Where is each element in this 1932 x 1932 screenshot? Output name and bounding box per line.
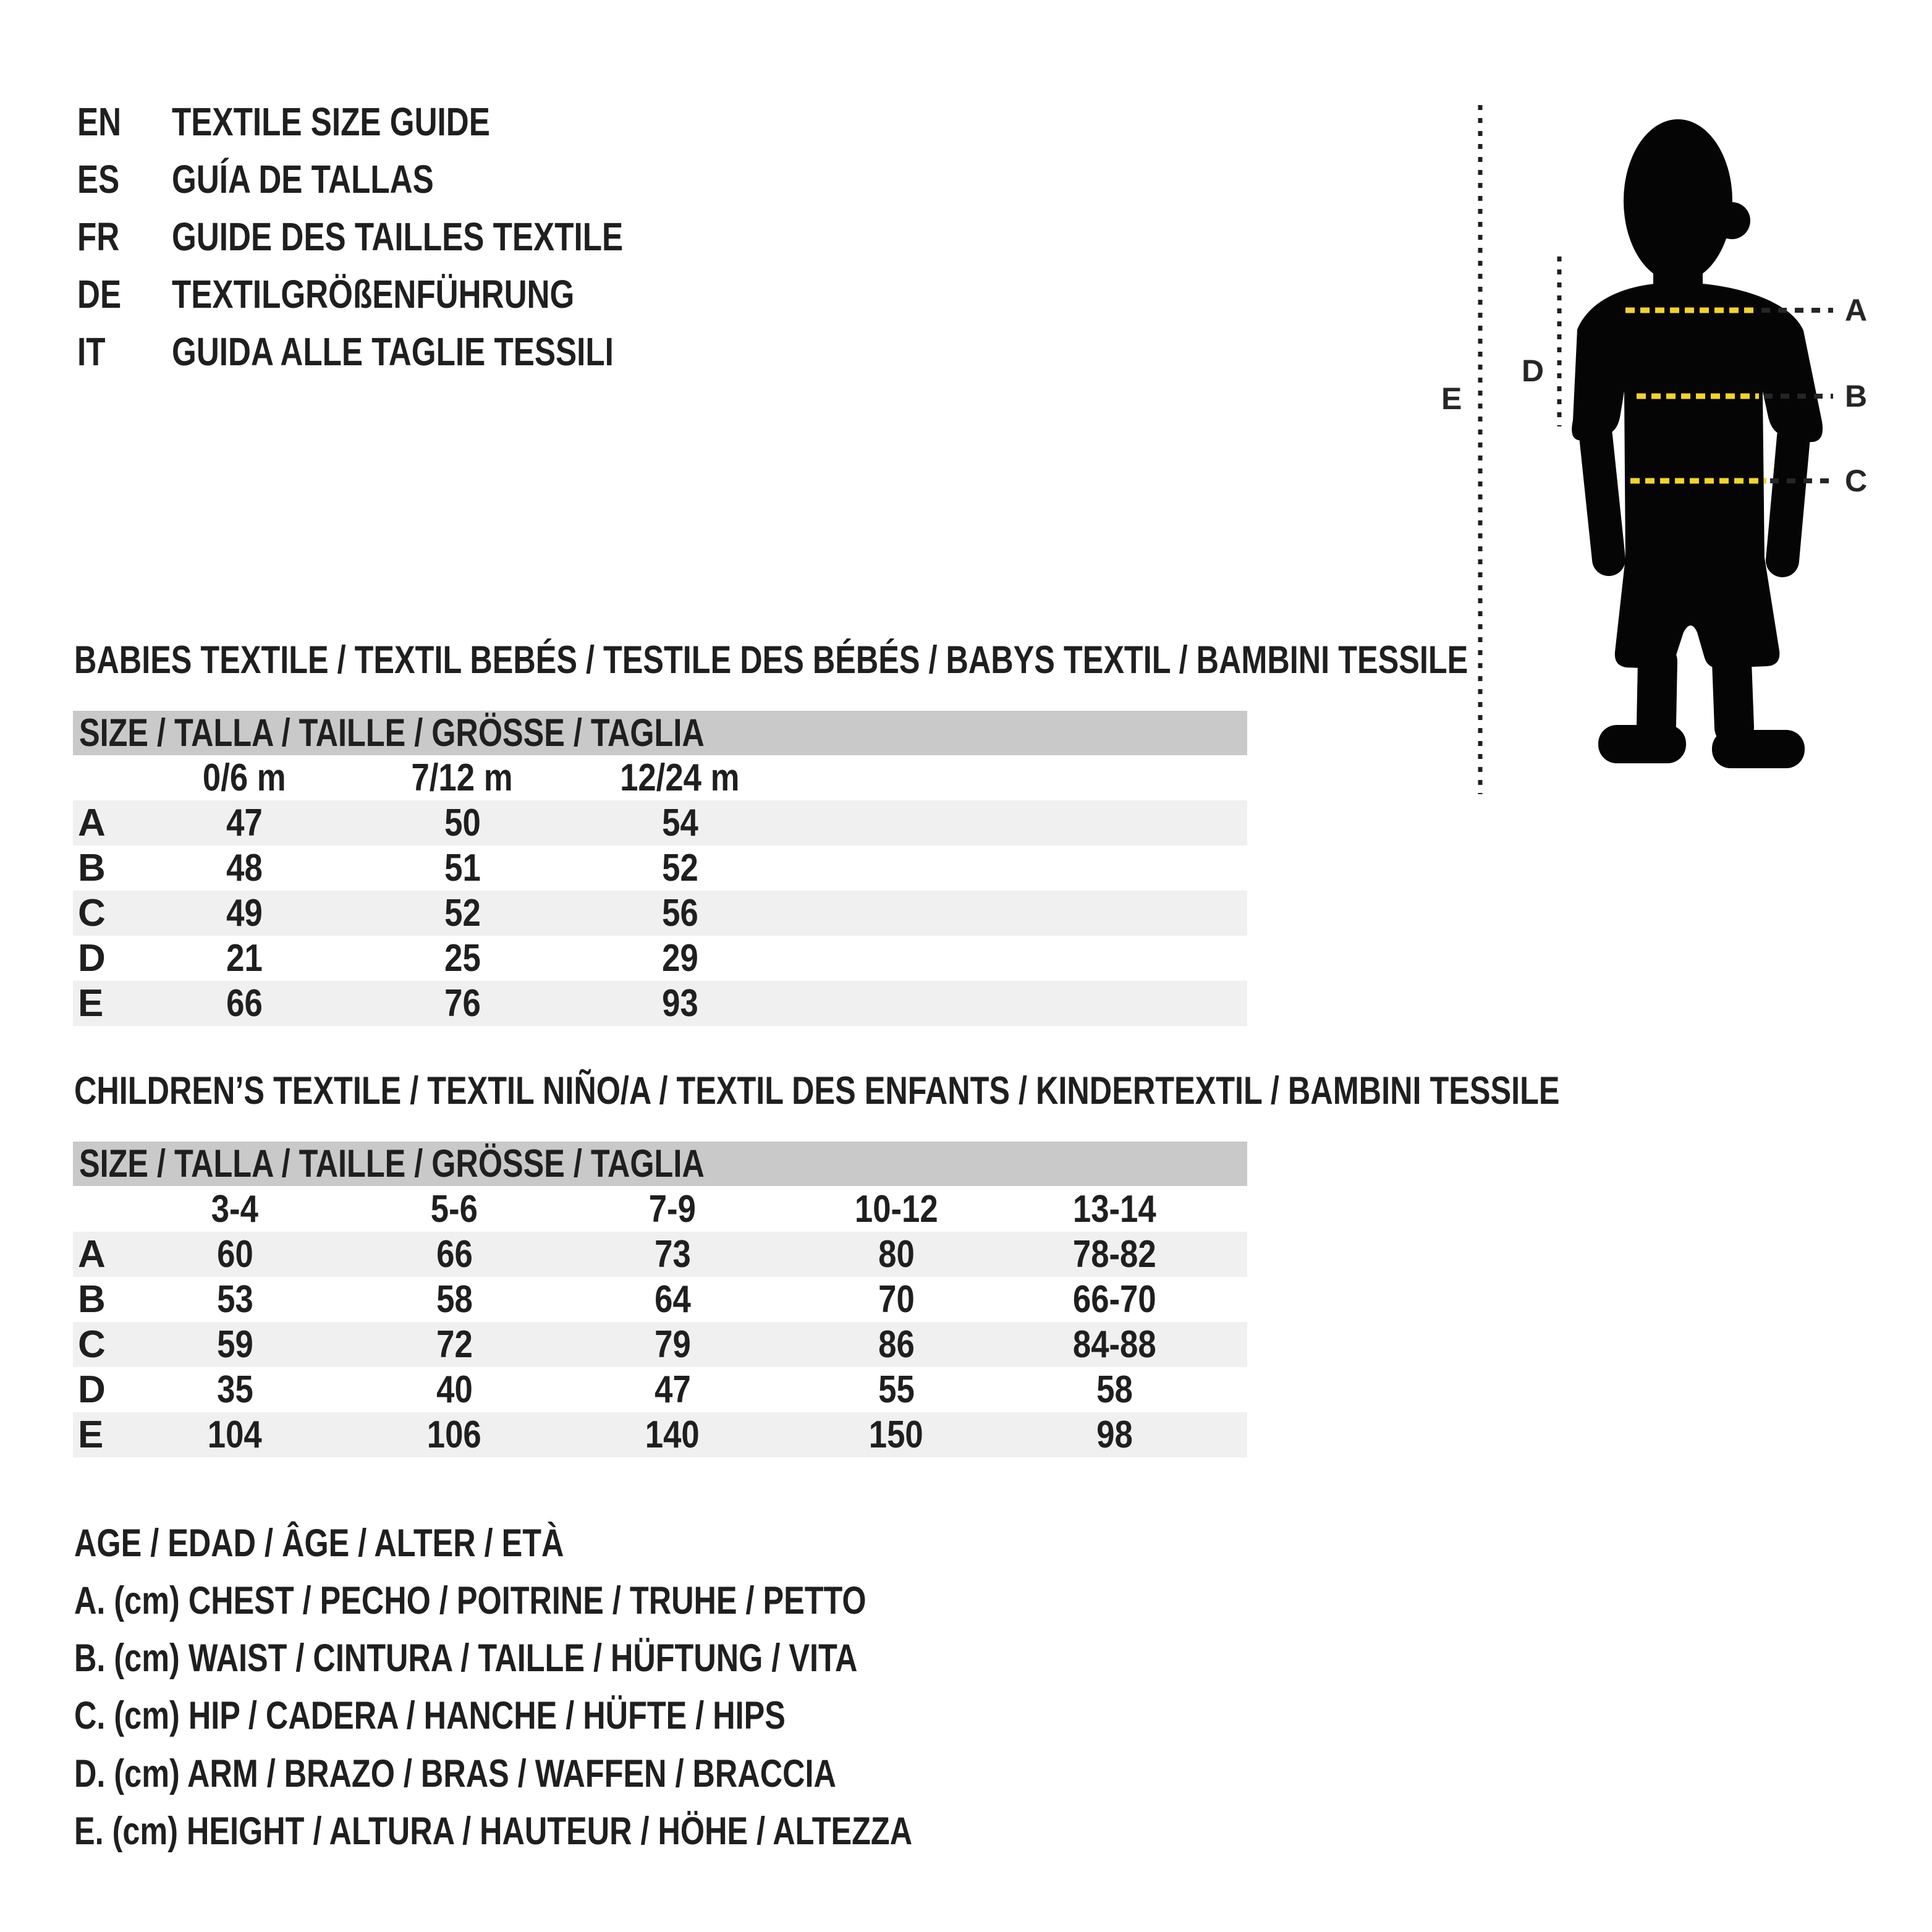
babies-row-label-a: A	[78, 802, 106, 844]
table-cell: 56	[661, 892, 698, 934]
children-table-header-text: SIZE / TALLA / TAILLE / GRÖSSE / TAGLIA	[79, 1142, 705, 1185]
table-cell: 140	[645, 1413, 700, 1456]
lang-code-it: IT	[77, 329, 106, 374]
children-row-label-e: E	[78, 1413, 104, 1456]
table-cell: 64	[654, 1278, 691, 1321]
table-cell: 52	[661, 847, 698, 889]
children-col-3: 10-12	[854, 1188, 938, 1231]
table-cell: 104	[208, 1413, 262, 1456]
silhouette-left-shoe	[1598, 725, 1686, 763]
table-cell: 53	[216, 1278, 253, 1321]
lang-title-it: GUIDA ALLE TAGLIE TESSILI	[172, 329, 614, 374]
table-cell: 60	[216, 1233, 253, 1276]
table-cell: 21	[226, 937, 263, 980]
figure-label-b: B	[1845, 379, 1868, 413]
babies-table-header-band	[73, 711, 1247, 755]
silhouette-right-shoe	[1712, 730, 1805, 768]
legend-line: C. (cm) HIP / CADERA / HANCHE / HÜFTE / HIPS	[74, 1694, 786, 1737]
lang-code-fr: FR	[77, 214, 120, 259]
figure-label-a: A	[1845, 293, 1868, 328]
children-table-header-band	[73, 1142, 1247, 1186]
babies-table-header-text: SIZE / TALLA / TAILLE / GRÖSSE / TAGLIA	[79, 711, 705, 755]
children-row-label-d: D	[78, 1368, 106, 1411]
silhouette-left-arm	[1596, 436, 1609, 559]
table-cell: 73	[654, 1233, 691, 1276]
table-cell: 78-82	[1072, 1233, 1156, 1276]
table-cell: 55	[878, 1368, 915, 1411]
legend-line: B. (cm) WAIST / CINTURA / TAILLE / HÜFTUNG / VITA	[74, 1637, 858, 1680]
table-cell: 25	[444, 937, 481, 980]
table-cell: 51	[444, 847, 481, 889]
children-col-2: 7-9	[648, 1188, 697, 1231]
children-row-label-c: C	[78, 1323, 106, 1366]
silhouette-right-arm	[1782, 437, 1794, 561]
lang-title-es: GUÍA DE TALLAS	[172, 157, 434, 201]
babies-row-label-d: D	[78, 937, 106, 980]
section-title-children-text: CHILDREN’S TEXTILE / TEXTIL NIÑO/A / TEXTIL DES ENFANTS / KINDERTEXTIL / BAMBINI TESSILE	[74, 1069, 1560, 1112]
table-cell: 58	[1096, 1368, 1133, 1411]
table-cell: 59	[216, 1323, 253, 1366]
legend-line: E. (cm) HEIGHT / ALTURA / HAUTEUR / HÖHE / ALTEZZA	[74, 1810, 913, 1853]
table-cell: 86	[878, 1323, 915, 1366]
figure-label-d: D	[1521, 354, 1544, 388]
table-cell: 47	[226, 802, 263, 844]
table-cell: 47	[654, 1368, 691, 1411]
lang-title-fr: GUIDE DES TAILLES TEXTILE	[172, 214, 624, 259]
table-cell: 70	[878, 1278, 915, 1321]
lang-code-en: EN	[77, 100, 122, 144]
children-row-label-b: B	[78, 1278, 106, 1321]
table-cell: 79	[654, 1323, 691, 1366]
table-cell: 150	[869, 1413, 923, 1456]
babies-row-label-c: C	[78, 892, 106, 934]
table-cell: 98	[1096, 1413, 1133, 1456]
children-col-0: 3-4	[211, 1188, 259, 1231]
children-col-4: 13-14	[1072, 1188, 1156, 1231]
figure-label-c: C	[1845, 464, 1868, 498]
table-cell: 93	[661, 982, 698, 1025]
figure-label-e: E	[1441, 381, 1462, 416]
table-cell: 48	[226, 847, 263, 889]
table-cell: 58	[436, 1278, 473, 1321]
children-col-1: 5-6	[430, 1188, 478, 1231]
babies-row-label-e: E	[78, 982, 104, 1025]
table-cell: 66	[226, 982, 263, 1025]
table-cell: 40	[436, 1368, 473, 1411]
babies-col-2: 12/24 m	[620, 756, 740, 799]
silhouette-ear	[1713, 202, 1750, 239]
legend-line: A. (cm) CHEST / PECHO / POITRINE / TRUHE / PETTO	[74, 1579, 866, 1622]
babies-col-1: 7/12 m	[411, 756, 514, 799]
table-cell: 84-88	[1072, 1323, 1156, 1366]
table-cell: 49	[226, 892, 263, 934]
child-measurement-figure	[1440, 102, 1932, 800]
table-cell: 106	[427, 1413, 481, 1456]
legend-line: D. (cm) ARM / BRAZO / BRAS / WAFFEN / BRACCIA	[74, 1752, 836, 1795]
lang-code-de: DE	[77, 272, 122, 316]
children-row-label-a: A	[78, 1233, 106, 1276]
babies-col-0: 0/6 m	[202, 756, 286, 799]
lang-title-de: TEXTILGRÖßENFÜHRUNG	[172, 272, 575, 316]
table-cell: 52	[444, 892, 481, 934]
section-title-children	[74, 1071, 1931, 1111]
table-cell: 66-70	[1072, 1278, 1156, 1321]
section-title-babies-text: BABIES TEXTILE / TEXTIL BEBÉS / TESTILE DES BÉBÉS / BABYS TEXTIL / BAMBINI TESSILE	[74, 638, 1468, 682]
table-cell: 54	[661, 802, 698, 844]
table-cell: 72	[436, 1323, 473, 1366]
lang-code-es: ES	[77, 157, 120, 201]
table-cell: 50	[444, 802, 481, 844]
lang-title-en: TEXTILE SIZE GUIDE	[172, 100, 490, 144]
table-cell: 80	[878, 1233, 915, 1276]
table-cell: 66	[436, 1233, 473, 1276]
babies-row-label-b: B	[78, 847, 106, 889]
table-cell: 35	[216, 1368, 253, 1411]
section-title-babies	[74, 640, 1816, 680]
table-cell: 76	[444, 982, 481, 1025]
table-cell: 29	[661, 937, 698, 980]
legend-line: AGE / EDAD / ÂGE / ALTER / ETÀ	[74, 1522, 564, 1565]
